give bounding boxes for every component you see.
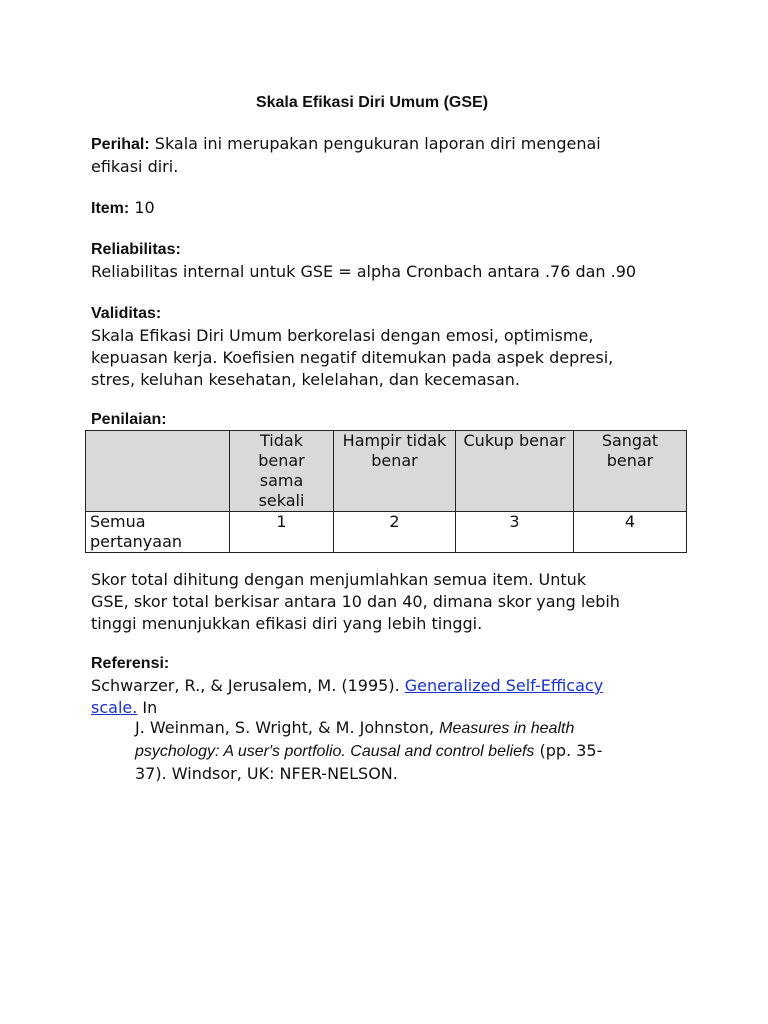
document-title: Skala Efikasi Diri Umum (GSE) [255, 94, 489, 111]
referensi-book-title-part1: Measures in health [439, 720, 575, 737]
reliabilitas-section [91, 239, 711, 283]
referensi-pages: (pp. 35- [539, 741, 603, 760]
rating-row-label: Semua pertanyaan [86, 512, 230, 553]
penilaian-section [91, 409, 711, 431]
referensi-authors: Schwarzer, R., & Jerusalem, M. (1995). [91, 676, 400, 695]
skor-section [91, 569, 711, 635]
referensi-editors: J. Weinman, S. Wright, & M. Johnston, [135, 718, 435, 737]
reliabilitas-text: Reliabilitas internal untuk GSE = alpha Cronbach antara .76 dan .90 [91, 262, 637, 281]
item-value: 10 [134, 198, 155, 217]
referensi-publisher: 37). Windsor, UK: NFER-NELSON. [135, 764, 398, 783]
rating-value-4: 4 [574, 512, 687, 553]
rating-table [85, 430, 687, 553]
validitas-text-line2: kepuasan kerja. Koefisien negatif ditemukan pada aspek depresi, [91, 348, 614, 367]
validitas-text-line1: Skala Efikasi Diri Umum berkorelasi dengan emosi, optimisme, [91, 326, 594, 345]
item-label: Item: [91, 200, 130, 217]
skor-text-line2: GSE, skor total berkisar antara 10 dan 40, dimana skor yang lebih [91, 592, 620, 611]
skor-text-line1: Skor total dihitung dengan menjumlahkan semua item. Untuk [91, 570, 587, 589]
referensi-section [91, 653, 711, 719]
rating-value-2: 2 [334, 512, 456, 553]
rating-header-empty [86, 431, 230, 512]
perihal-label: Perihal: [91, 136, 150, 153]
perihal-text-line2: efikasi diri. [91, 157, 179, 176]
referensi-in-text: In [142, 698, 158, 717]
referensi-link-continued[interactable]: scale. [91, 698, 138, 717]
skor-text-line3: tinggi menunjukkan efikasi diri yang lebih tinggi. [91, 614, 483, 633]
rating-header-cukup-benar: Cukup benar [456, 431, 574, 512]
rating-header-sangat-benar: Sangat benar [574, 431, 687, 512]
perihal-section [91, 133, 711, 178]
validitas-text-line3: stres, keluhan kesehatan, kelelahan, dan kecemasan. [91, 370, 520, 389]
reliabilitas-label: Reliabilitas: [91, 241, 181, 258]
referensi-link[interactable]: Generalized Self-Efficacy [404, 676, 604, 695]
rating-value-3: 3 [456, 512, 574, 553]
referensi-book-title-part2: psychology: A user's portfolio. Causal and control beliefs [135, 743, 535, 760]
referensi-indented-citation [135, 717, 675, 785]
penilaian-label: Penilaian: [91, 411, 167, 428]
rating-header-row [86, 431, 687, 512]
referensi-label: Referensi: [91, 655, 170, 672]
perihal-text-line1: Skala ini merupakan pengukuran laporan diri mengenai [154, 134, 601, 153]
validitas-section [91, 303, 711, 391]
rating-header-tidak-benar: Tidak benar sama sekali [230, 431, 334, 512]
item-section [91, 197, 711, 220]
rating-header-hampir-tidak-benar: Hampir tidak benar [334, 431, 456, 512]
validitas-label: Validitas: [91, 305, 162, 322]
table-row [86, 512, 687, 553]
rating-value-1: 1 [230, 512, 334, 553]
